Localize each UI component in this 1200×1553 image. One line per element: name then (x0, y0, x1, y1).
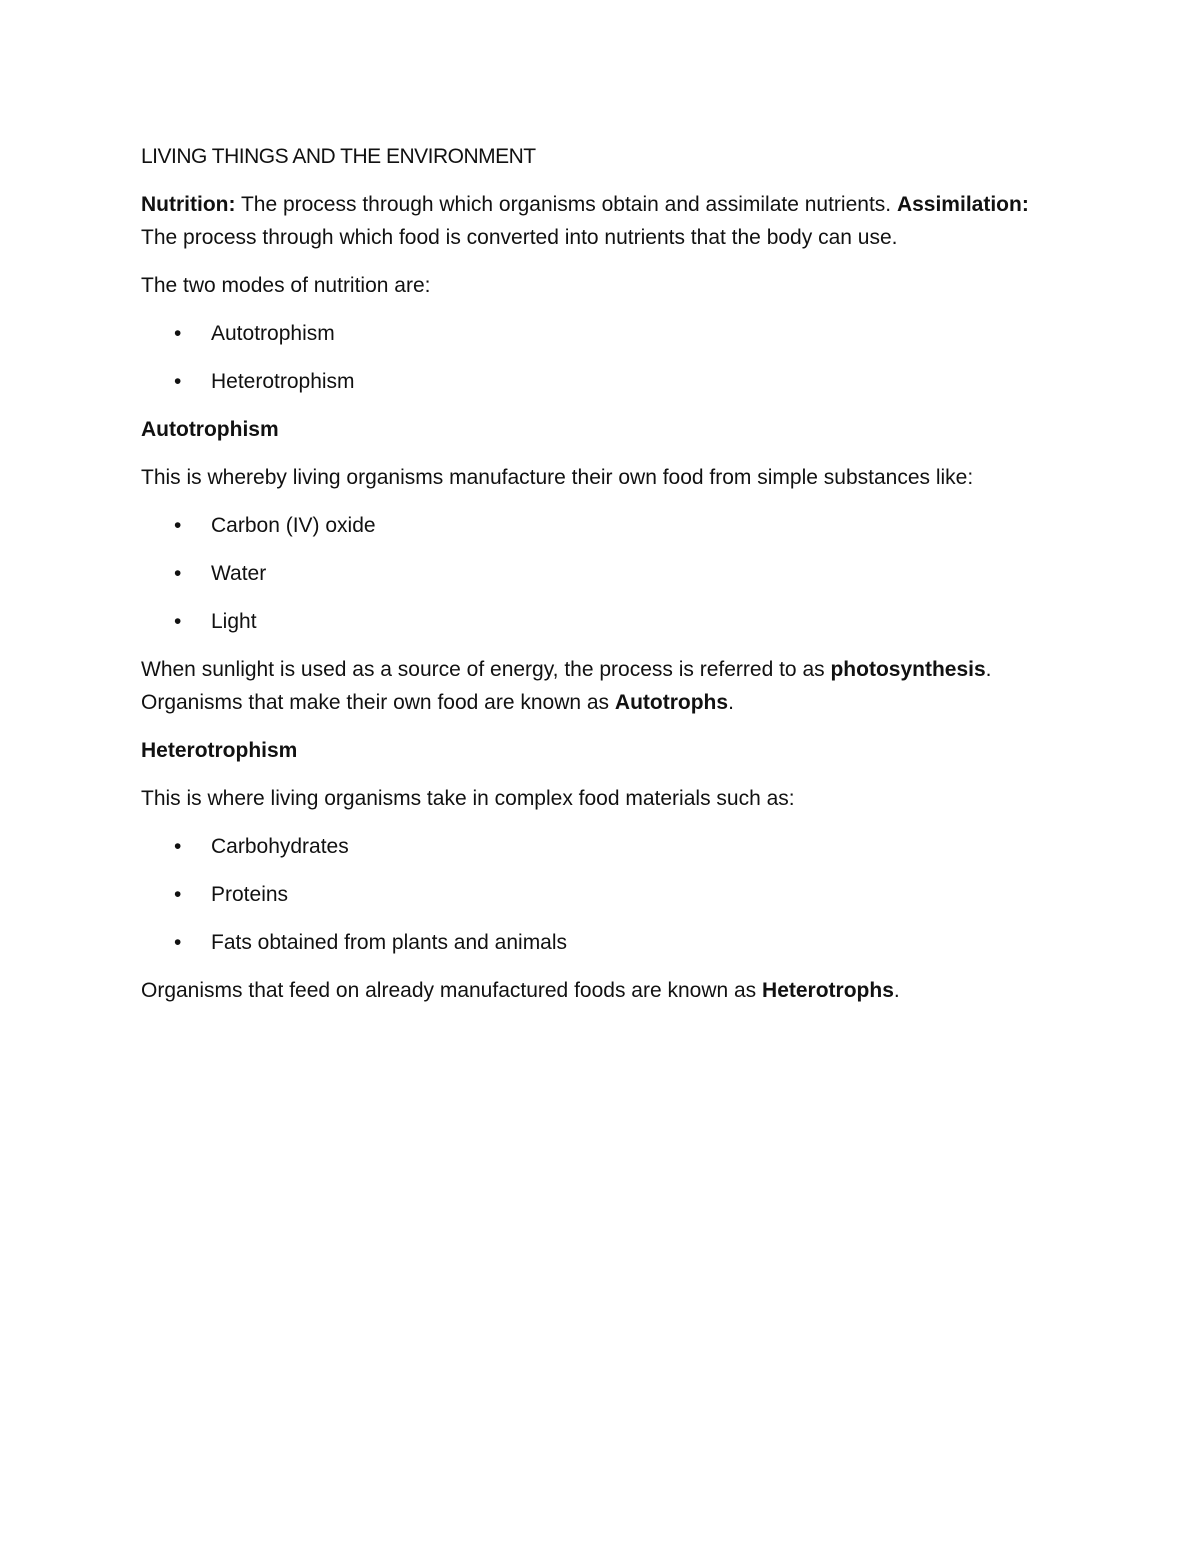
bullet-icon: • (174, 835, 182, 858)
heterotrophism-foods-list (141, 830, 1061, 959)
bullet-icon: • (174, 322, 182, 345)
assimilation-term: Assimilation: (896, 193, 1029, 216)
list-item: • Water (141, 557, 1061, 590)
list-item: • Autotrophism (141, 317, 1061, 350)
list-item: • Carbohydrates (141, 830, 1061, 863)
bullet-icon: • (174, 931, 182, 954)
autotrophism-substances-list (141, 509, 1061, 638)
autotrophism-conclusion: When sunlight is used as a source of energy, the process is referred to as photosynthesis. Organisms that make their own food are known as Autotrophs. (141, 658, 992, 714)
list-item: • Heterotrophism (141, 365, 1061, 398)
bullet-icon: • (174, 562, 182, 585)
bullet-icon: • (174, 370, 182, 393)
bullet-icon: • (174, 883, 182, 906)
heterotrophism-heading: Heterotrophism (141, 739, 298, 762)
assimilation-definition: The process through which food is converted into nutrients that the body can use. (141, 226, 898, 249)
photosynthesis-term: photosynthesis (830, 658, 986, 681)
modes-list (141, 317, 1061, 398)
autotrophism-intro: This is whereby living organisms manufacture their own food from simple substances like: (141, 466, 974, 489)
autotrophism-heading: Autotrophism (141, 418, 279, 441)
autotrophs-term: Autotrophs (614, 691, 729, 714)
list-item: • Fats obtained from plants and animals (141, 926, 1061, 959)
list-item: • Proteins (141, 878, 1061, 911)
heterotrophism-intro: This is where living organisms take in complex food materials such as: (141, 787, 795, 810)
document-body (141, 140, 1061, 1022)
nutrition-definition-paragraph (141, 188, 1061, 254)
bullet-icon: • (174, 610, 182, 633)
heterotrophs-term: Heterotrophs (762, 979, 894, 1002)
heterotrophism-conclusion: Organisms that feed on already manufactured foods are known as Heterotrophs. (141, 979, 900, 1002)
nutrition-term: Nutrition: (141, 193, 236, 216)
document-title: LIVING THINGS AND THE ENVIRONMENT (141, 145, 536, 168)
modes-intro: The two modes of nutrition are: (141, 274, 431, 297)
bullet-icon: • (174, 514, 182, 537)
list-item: • Carbon (IV) oxide (141, 509, 1061, 542)
list-item: • Light (141, 605, 1061, 638)
nutrition-definition: The process through which organisms obtain and assimilate nutrients. (235, 193, 897, 216)
